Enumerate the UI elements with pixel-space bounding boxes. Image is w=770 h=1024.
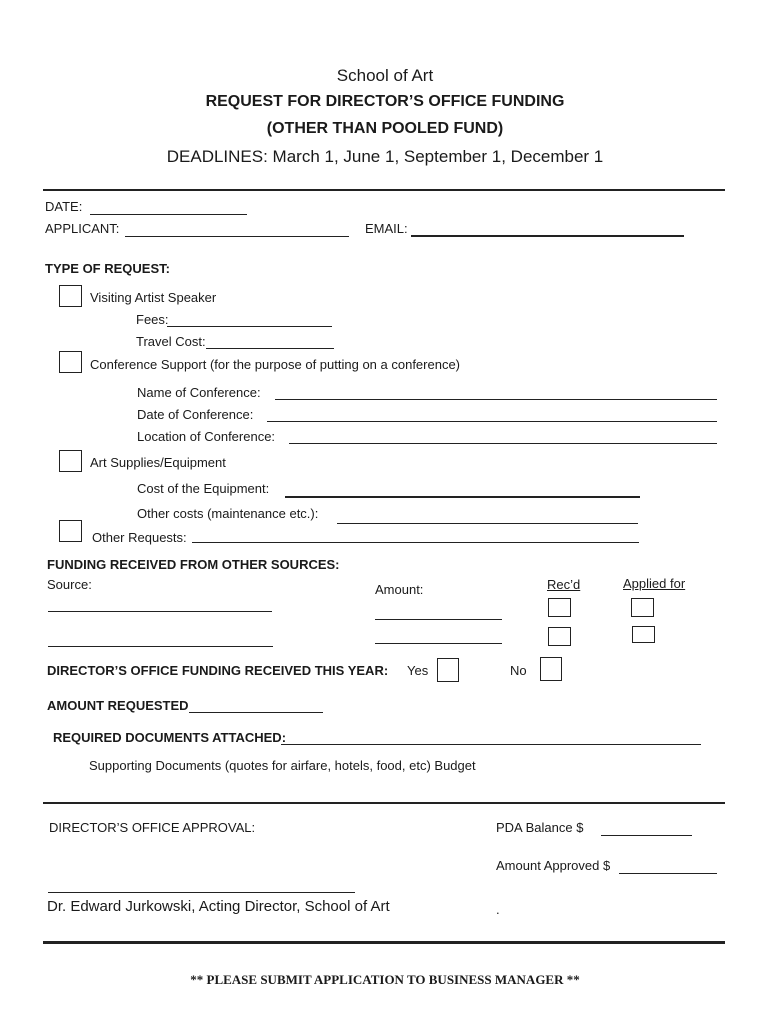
signature-name: Dr. Edward Jurkowski, Acting Director, School of Art <box>47 898 390 915</box>
location-of-conference-label: Location of Conference: <box>137 429 276 444</box>
form-subtitle: (OTHER THAN POOLED FUND) <box>266 120 504 137</box>
visiting-artist-checkbox[interactable] <box>59 285 82 307</box>
source-label: Source: <box>47 577 92 592</box>
other-costs-field[interactable] <box>337 523 638 524</box>
recd-checkbox-2[interactable] <box>548 627 571 646</box>
email-field[interactable] <box>411 235 684 237</box>
travel-cost-field[interactable] <box>206 348 334 349</box>
applicant-field[interactable] <box>125 236 349 237</box>
fees-label: Fees: <box>136 312 169 327</box>
location-of-conference-field[interactable] <box>289 443 717 444</box>
amount-field-1[interactable] <box>375 619 502 620</box>
recd-label: Rec’d <box>547 577 581 592</box>
pda-balance-label: PDA Balance $ <box>496 820 584 835</box>
applied-for-checkbox-2[interactable] <box>632 626 655 643</box>
applicant-label: APPLICANT: <box>45 221 120 236</box>
approval-dot: . <box>496 902 500 917</box>
other-costs-label: Other costs (maintenance etc.): <box>137 506 319 521</box>
travel-cost-label: Travel Cost: <box>136 334 206 349</box>
approval-label: DIRECTOR’S OFFICE APPROVAL: <box>49 820 256 835</box>
amount-approved-field[interactable] <box>619 873 717 874</box>
required-documents-label: REQUIRED DOCUMENTS ATTACHED: <box>53 730 287 745</box>
yes-checkbox[interactable] <box>437 658 459 682</box>
name-of-conference-label: Name of Conference: <box>137 385 261 400</box>
deadlines: DEADLINES: March 1, June 1, September 1, December 1 <box>166 147 604 166</box>
date-field[interactable] <box>90 214 247 215</box>
no-label: No <box>510 663 527 678</box>
yes-label: Yes <box>407 663 429 678</box>
amount-field-2[interactable] <box>375 643 502 644</box>
pda-balance-field[interactable] <box>601 835 692 836</box>
top-divider <box>43 189 725 191</box>
cost-of-equipment-field[interactable] <box>285 496 640 498</box>
amount-approved-label: Amount Approved $ <box>496 858 611 873</box>
amount-requested-label: AMOUNT REQUESTED <box>47 698 189 713</box>
cost-of-equipment-label: Cost of the Equipment: <box>137 481 270 496</box>
signature-line[interactable] <box>48 892 355 893</box>
applied-for-checkbox-1[interactable] <box>631 598 654 617</box>
name-of-conference-field[interactable] <box>275 399 717 400</box>
fees-field[interactable] <box>167 326 332 327</box>
conference-support-label: Conference Support (for the purpose of putting on a conference) <box>90 357 461 372</box>
required-documents-field[interactable] <box>281 744 701 745</box>
school-name: School of Art <box>336 66 434 85</box>
art-supplies-checkbox[interactable] <box>59 450 82 472</box>
funding-heading: FUNDING RECEIVED FROM OTHER SOURCES: <box>47 557 340 572</box>
other-requests-label: Other Requests: <box>92 530 187 545</box>
email-label: EMAIL: <box>365 221 408 236</box>
source-field-2[interactable] <box>48 646 273 647</box>
source-field-1[interactable] <box>48 611 272 612</box>
visiting-artist-label: Visiting Artist Speaker <box>90 290 217 305</box>
date-label: DATE: <box>45 199 83 214</box>
other-requests-field[interactable] <box>192 542 639 543</box>
art-supplies-label: Art Supplies/Equipment <box>90 455 226 470</box>
no-checkbox[interactable] <box>540 657 562 681</box>
applied-for-label: Applied for <box>623 576 686 591</box>
submission-note: ** PLEASE SUBMIT APPLICATION TO BUSINESS MANAGER ** <box>190 972 580 987</box>
recd-checkbox-1[interactable] <box>548 598 571 617</box>
director-funding-label: DIRECTOR’S OFFICE FUNDING RECEIVED THIS YEAR: <box>47 663 389 678</box>
approval-divider <box>43 802 725 804</box>
amount-label: Amount: <box>375 582 424 597</box>
bottom-divider <box>43 941 725 944</box>
type-of-request-heading: TYPE OF REQUEST: <box>45 261 170 276</box>
amount-requested-field[interactable] <box>189 712 323 713</box>
conference-support-checkbox[interactable] <box>59 351 82 373</box>
form-title: REQUEST FOR DIRECTOR’S OFFICE FUNDING <box>205 93 565 110</box>
date-of-conference-field[interactable] <box>267 421 717 422</box>
required-documents-note: Supporting Documents (quotes for airfare, hotels, food, etc) Budget <box>89 758 476 773</box>
other-requests-checkbox[interactable] <box>59 520 82 542</box>
date-of-conference-label: Date of Conference: <box>137 407 254 422</box>
